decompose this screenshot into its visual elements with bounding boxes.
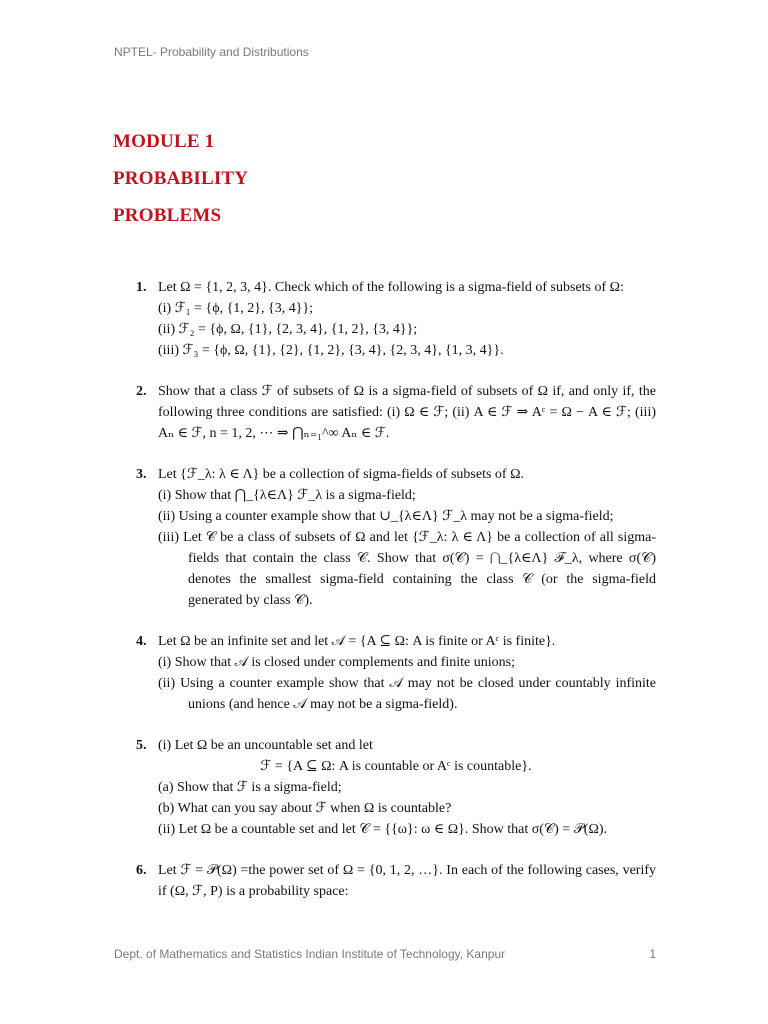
running-header: NPTEL- Probability and Distributions: [114, 45, 309, 59]
problem-stem: Show that a class ℱ of subsets of Ω is a sigma-field of subsets of Ω if, and only if, the following three conditions are satisfied: (i) Ω ∈ ℱ; (ii) A ∈ ℱ ⇒ Aᶜ = Ω − A ∈ ℱ; (iii) Aₙ ∈ ℱ, n = 1, 2, ⋯ ⇒ ⋂ₙ₌₁^∞ Aₙ ∈ ℱ.: [158, 384, 656, 441]
problem-item: (i) Show that ⋂_{λ∈Λ} ℱ_λ is a sigma-field;: [158, 488, 416, 503]
problem-number: 4.: [136, 634, 147, 649]
problem-3: [114, 464, 656, 611]
problem-item: (iii) Let 𝒞 be a class of subsets of Ω and let {ℱ_λ: λ ∈ Λ} be a collection of all sigma-fields that contain the class 𝒞. Show that σ(𝒞) = ⋂_{λ∈Λ} ℱ_λ, where σ(𝒞) denotes the smallest sigma-field containing the class 𝒞 (or the sigma-field generated by class 𝒞).: [158, 530, 656, 608]
problem-stem: Let ℱ = 𝒫(Ω) =the power set of Ω = {0, 1, 2, …}. In each of the following cases, verify if (Ω, ℱ, P) is a probability space:: [158, 863, 656, 899]
problem-4: [114, 631, 656, 715]
module-title: MODULE 1: [113, 131, 215, 152]
problem-item: (ii) Using a counter example show that 𝒜 may not be closed under countably infinite unions (and hence 𝒜 may not be a sigma-field).: [158, 676, 656, 712]
problem-list: [114, 277, 656, 922]
problem-item: (ii) Let Ω be a countable set and let 𝒞 = {{ω}: ω ∈ Ω}. Show that σ(𝒞) = 𝒫(Ω).: [158, 822, 608, 837]
problem-number: 6.: [136, 863, 147, 878]
problem-number: 5.: [136, 738, 147, 753]
problem-item: (iii) ℱ₃ = {ϕ, Ω, {1}, {2}, {1, 2}, {3, 4}, {2, 3, 4}, {1, 3, 4}}.: [158, 343, 504, 358]
problem-item: (ii) Using a counter example show that ∪_{λ∈Λ} ℱ_λ may not be a sigma-field;: [158, 509, 614, 524]
problem-number: 2.: [136, 384, 147, 399]
page-footer: [114, 947, 656, 961]
problem-number: 1.: [136, 280, 147, 295]
problem-item: (ii) ℱ₂ = {ϕ, Ω, {1}, {2, 3, 4}, {1, 2}, {3, 4}};: [158, 322, 418, 337]
problem-stem: (i) Let Ω be an uncountable set and let: [158, 738, 373, 753]
problem-stem: Let {ℱ_λ: λ ∈ Λ} be a collection of sigma-fields of subsets of Ω.: [158, 467, 524, 482]
problem-item: (i) ℱ₁ = {ϕ, {1, 2}, {3, 4}};: [158, 301, 314, 316]
problem-1: [114, 277, 656, 361]
problem-item: (b) What can you say about ℱ when Ω is countable?: [158, 801, 452, 816]
footer-text: Dept. of Mathematics and Statistics Indian Institute of Technology, Kanpur: [114, 947, 506, 961]
problem-6: [114, 860, 656, 902]
problem-item: (a) Show that ℱ is a sigma-field;: [158, 780, 342, 795]
centered-definition: ℱ = {A ⊆ Ω: A is countable or Aᶜ is countable}.: [260, 759, 532, 774]
problem-number: 3.: [136, 467, 147, 482]
problem-2: [114, 381, 656, 444]
problem-5: [114, 735, 656, 840]
topic-title: PROBABILITY: [113, 168, 249, 189]
page-number: 1: [649, 947, 656, 961]
section-title: PROBLEMS: [113, 205, 222, 226]
problem-item: (i) Show that 𝒜 is closed under complements and finite unions;: [158, 655, 515, 670]
problem-stem: Let Ω be an infinite set and let 𝒜 = {A ⊆ Ω: A is finite or Aᶜ is finite}.: [158, 634, 556, 649]
problem-stem: Let Ω = {1, 2, 3, 4}. Check which of the following is a sigma-field of subsets of Ω:: [158, 280, 624, 295]
